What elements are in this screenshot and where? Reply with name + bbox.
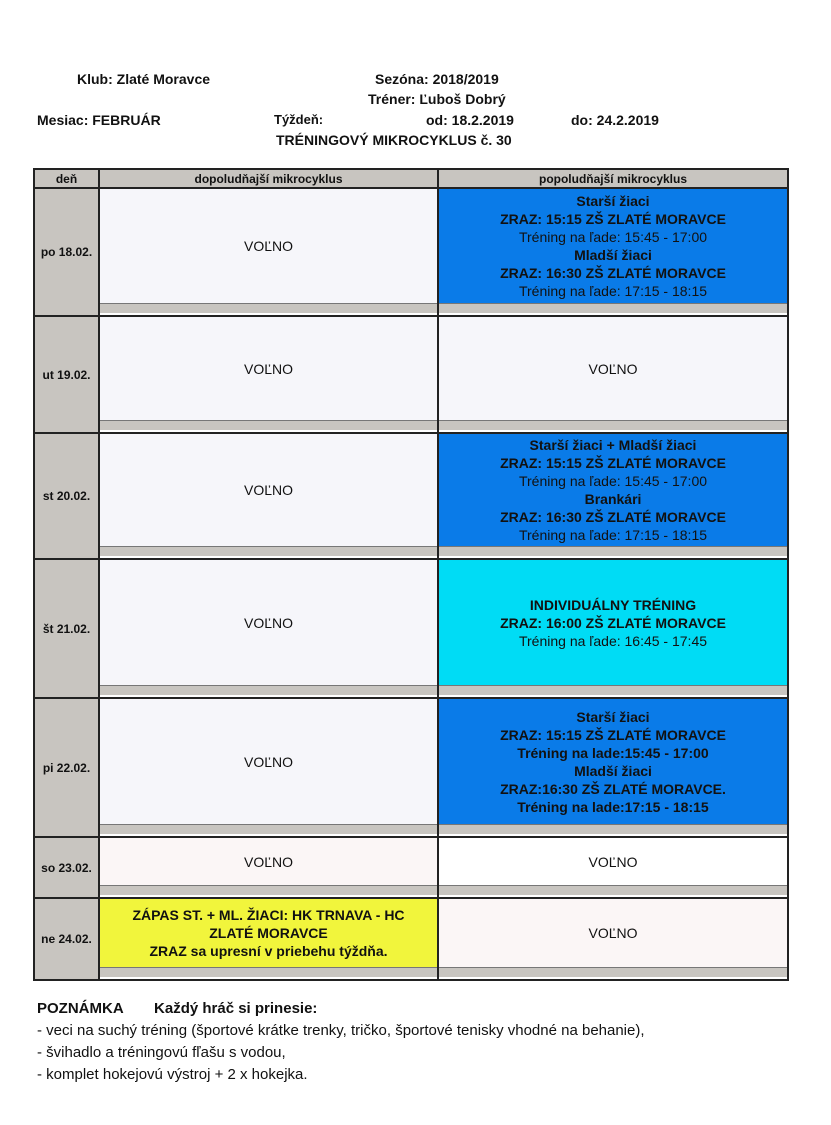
- morning-session: [100, 838, 437, 885]
- session-line: Tréning na lade:15:45 - 17:00: [517, 744, 709, 761]
- afternoon-cell: [438, 559, 788, 698]
- notes-subtitle: Každý hráč si prinesie:: [154, 1000, 318, 1017]
- table-header-row: [34, 169, 788, 188]
- session-line: Tréning na ľade: 16:45 - 17:45: [518, 632, 708, 649]
- cell-footer-strip: [439, 420, 787, 430]
- cell-footer-strip: [100, 685, 437, 695]
- afternoon-session: [439, 838, 787, 885]
- cell-footer-strip: [100, 824, 437, 834]
- cell-footer-strip: [439, 303, 787, 313]
- session-line: Starší žiaci: [576, 193, 650, 209]
- morning-cell: [99, 316, 438, 433]
- month: Mesiac: FEBRUÁR: [37, 112, 161, 128]
- session-line: VOĽNO: [243, 853, 293, 870]
- morning-session: [100, 317, 437, 420]
- afternoon-cell: [438, 188, 788, 316]
- notes-item: - švihadlo a tréningovú fľašu s vodou,: [37, 1044, 286, 1061]
- notes-item: - veci na suchý tréning (športové krátke trenky, tričko, športové tenisky vhodné na behanie),: [37, 1022, 645, 1039]
- afternoon-cell: [438, 316, 788, 433]
- session-line: Mladší žiaci: [574, 762, 652, 779]
- morning-cell: [99, 433, 438, 559]
- column-header-afternoon: popoludňajší mikrocyklus: [438, 169, 788, 188]
- table-row: [34, 188, 788, 316]
- afternoon-cell: [438, 837, 788, 898]
- session-line: Mladší žiaci: [574, 247, 652, 263]
- session-line: VOĽNO: [243, 614, 293, 631]
- session-line: Tréning na ľade: 15:45 - 17:00: [518, 473, 708, 489]
- table-row: [34, 316, 788, 433]
- cell-footer-strip: [100, 420, 437, 430]
- session-line: ZRAZ sa upresní v priebehu týždňa.: [149, 943, 388, 959]
- cell-footer-strip: [439, 546, 787, 556]
- session-line: VOĽNO: [588, 853, 638, 870]
- notes-item: - komplet hokejovú výstroj + 2 x hokejka.: [37, 1066, 308, 1083]
- column-header-day: deň: [34, 169, 99, 188]
- morning-cell: [99, 837, 438, 898]
- cell-footer-strip: [439, 885, 787, 895]
- day-label: st 20.02.: [34, 433, 99, 559]
- page-title: TRÉNINGOVÝ MIKROCYKLUS č. 30: [276, 132, 512, 148]
- afternoon-cell: [438, 698, 788, 837]
- day-label: ne 24.02.: [34, 898, 99, 980]
- session-line: ZÁPAS ST. + ML. ŽIACI: HK TRNAVA - HC: [132, 907, 405, 923]
- table-row: [34, 433, 788, 559]
- session-line: ZRAZ: 15:15 ZŠ ZLATÉ MORAVCE: [500, 211, 726, 227]
- afternoon-cell: [438, 898, 788, 980]
- notes-title: POZNÁMKA: [37, 1000, 124, 1017]
- session-line: Tréning na ľade: 17:15 - 18:15: [518, 527, 708, 543]
- day-label: po 18.02.: [34, 188, 99, 316]
- cell-footer-strip: [100, 885, 437, 895]
- session-line: ZRAZ: 16:00 ZŠ ZLATÉ MORAVCE: [500, 614, 726, 631]
- afternoon-session: [439, 189, 787, 303]
- session-line: VOĽNO: [243, 753, 293, 770]
- table-row: [34, 698, 788, 837]
- table-row: [34, 837, 788, 898]
- notes-section: [37, 998, 645, 1086]
- session-line: VOĽNO: [243, 360, 293, 377]
- season: Sezóna: 2018/2019: [375, 71, 499, 87]
- morning-cell: [99, 188, 438, 316]
- session-line: ZRAZ: 16:30 ZŠ ZLATÉ MORAVCE: [500, 509, 726, 525]
- morning-session: [100, 434, 437, 546]
- cell-footer-strip: [100, 546, 437, 556]
- session-line: VOĽNO: [588, 925, 638, 941]
- club-name: Klub: Zlaté Moravce: [77, 71, 211, 87]
- session-line: INDIVIDUÁLNY TRÉNING: [529, 596, 697, 613]
- morning-session: [100, 699, 437, 824]
- afternoon-session: [439, 699, 787, 824]
- session-line: Tréning na ľade: 15:45 - 17:00: [518, 229, 708, 245]
- coach: Tréner: Ľuboš Dobrý: [368, 91, 506, 107]
- schedule-body: [34, 188, 788, 980]
- session-line: ZLATÉ MORAVCE: [209, 925, 328, 941]
- session-line: VOĽNO: [243, 482, 293, 498]
- afternoon-session: [439, 434, 787, 546]
- session-line: VOĽNO: [588, 360, 638, 377]
- afternoon-cell: [438, 433, 788, 559]
- table-row: [34, 559, 788, 698]
- session-line: Brankári: [584, 491, 642, 507]
- cell-footer-strip: [100, 967, 437, 977]
- morning-cell: [99, 559, 438, 698]
- schedule-table: [33, 168, 789, 981]
- morning-cell: [99, 698, 438, 837]
- morning-session: [100, 560, 437, 685]
- cell-footer-strip: [439, 967, 787, 977]
- session-line: VOĽNO: [243, 238, 293, 254]
- session-line: Tréning na lade:17:15 - 18:15: [517, 798, 709, 815]
- session-line: Starší žiaci + Mladší žiaci: [529, 437, 697, 453]
- day-label: št 21.02.: [34, 559, 99, 698]
- week-label: Týždeň:: [274, 112, 324, 127]
- afternoon-session: [439, 899, 787, 967]
- session-line: Tréning na ľade: 17:15 - 18:15: [518, 283, 708, 299]
- afternoon-session: [439, 560, 787, 685]
- afternoon-session: [439, 317, 787, 420]
- date-from: od: 18.2.2019: [426, 112, 514, 128]
- session-line: Starší žiaci: [576, 708, 650, 725]
- morning-cell: [99, 898, 438, 980]
- session-line: ZRAZ: 15:15 ZŠ ZLATÉ MORAVCE: [500, 726, 726, 743]
- day-label: so 23.02.: [34, 837, 99, 898]
- morning-session: [100, 899, 437, 967]
- session-line: ZRAZ: 16:30 ZŠ ZLATÉ MORAVCE: [500, 265, 726, 281]
- date-to: do: 24.2.2019: [571, 112, 659, 128]
- cell-footer-strip: [439, 824, 787, 834]
- day-label: ut 19.02.: [34, 316, 99, 433]
- morning-session: [100, 189, 437, 303]
- day-label: pi 22.02.: [34, 698, 99, 837]
- session-line: ZRAZ:16:30 ZŠ ZLATÉ MORAVCE.: [500, 780, 726, 797]
- table-row: [34, 898, 788, 980]
- cell-footer-strip: [439, 685, 787, 695]
- cell-footer-strip: [100, 303, 437, 313]
- column-header-morning: dopoludňajší mikrocyklus: [99, 169, 438, 188]
- session-line: ZRAZ: 15:15 ZŠ ZLATÉ MORAVCE: [500, 455, 726, 471]
